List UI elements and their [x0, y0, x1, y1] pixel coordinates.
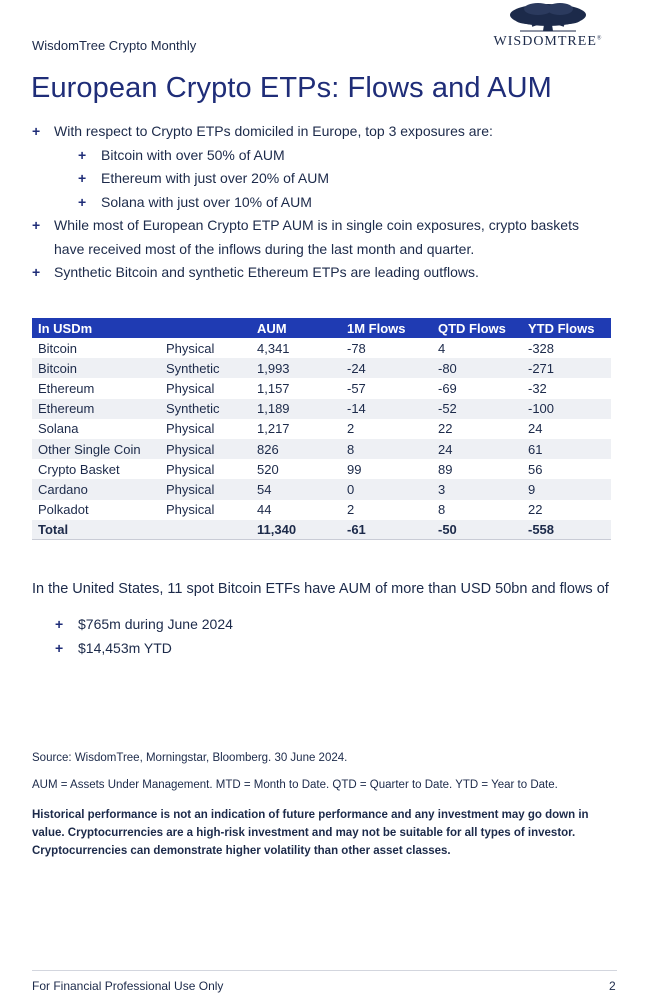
wisdomtree-logo: [488, 2, 608, 52]
table-cell: Physical: [166, 340, 215, 356]
table-cell: 24: [432, 439, 522, 459]
bullet-text: $14,453m YTD: [78, 640, 172, 656]
table-cell: 4,341: [257, 340, 290, 356]
plus-icon: +: [32, 123, 41, 139]
table-cell: 56: [528, 461, 543, 477]
table-cell: Physical: [166, 502, 215, 518]
table-cell: 0: [341, 479, 432, 499]
table-cell: -78: [347, 340, 366, 356]
table-cell: 520: [257, 461, 279, 477]
table-cell: 2: [347, 421, 355, 437]
table-cell: Synthetic: [160, 399, 251, 419]
table-row: [32, 500, 611, 520]
etp-flows-table: [32, 318, 611, 540]
table-cell: 4: [438, 340, 446, 356]
table-cell: 1,189: [251, 399, 341, 419]
table-cell: Other Single Coin: [32, 439, 160, 459]
table-cell: -61: [341, 520, 432, 540]
table-cell: -50: [432, 520, 522, 540]
table-row: [32, 399, 611, 419]
bullet-text: Synthetic Bitcoin and synthetic Ethereum ETPs are leading outflows.: [54, 264, 479, 280]
table-cell: Physical: [166, 380, 215, 396]
table-body: [32, 338, 611, 540]
table-cell: 1,157: [257, 380, 290, 396]
column-header: [160, 318, 251, 338]
table-cell: -100: [522, 399, 611, 419]
page-title: European Crypto ETPs: Flows and AUM: [31, 72, 552, 104]
bullet-text: With respect to Crypto ETPs domiciled in Europe, top 3 exposures are:: [54, 123, 493, 139]
table-row: [32, 419, 611, 439]
table-cell: Physical: [160, 439, 251, 459]
plus-icon: +: [78, 193, 87, 210]
risk-disclaimer: Historical performance is not an indication of future performance and any investment may go down in value. Cryptocurrencies are a high-risk investment and may not be suitable for all types of investor. Cryptocurrencies can demonstrate higher volatility than other asset classes.: [32, 809, 589, 857]
table-row: [32, 338, 611, 358]
registered-mark: ®: [596, 35, 603, 42]
table-cell: 1,993: [251, 358, 341, 378]
bullet-baskets-inflows: [32, 214, 602, 261]
table-cell: 3: [432, 479, 522, 499]
logo-wordmark: WISDOMTREE: [493, 34, 597, 49]
table-cell: 89: [438, 461, 453, 477]
column-header: AUM: [251, 318, 341, 338]
plus-icon: +: [78, 146, 87, 163]
table-cell: 54: [251, 479, 341, 499]
table-cell: 24: [528, 421, 543, 437]
table-cell: -57: [347, 380, 366, 396]
table-cell: -80: [432, 358, 522, 378]
table-cell: Physical: [160, 479, 251, 499]
table-cell: 22: [528, 502, 543, 518]
sub-bullet-ethereum: [32, 167, 602, 191]
table-cell: Cardano: [32, 479, 160, 499]
table-cell: -328: [528, 340, 555, 356]
table-cell: 1,217: [257, 421, 290, 437]
table-total-row: [32, 520, 611, 540]
table-cell: 11,340: [251, 520, 341, 540]
table-cell: 8: [438, 502, 446, 518]
table-cell: -558: [522, 520, 611, 540]
table-cell: Polkadot: [38, 502, 89, 518]
table-cell: Solana: [38, 421, 79, 437]
column-header: YTD Flows: [522, 318, 611, 338]
table-cell: Ethereum: [32, 399, 160, 419]
us-flows-list: [55, 612, 233, 660]
table-cell: 8: [341, 439, 432, 459]
footer-divider: [32, 970, 617, 971]
sub-bullet-solana: [32, 191, 602, 215]
us-etf-summary: In the United States, 11 spot Bitcoin ETFs have AUM of more than USD 50bn and flows of: [32, 581, 609, 597]
table-cell: -24: [341, 358, 432, 378]
footer-notice: For Financial Professional Use Only: [32, 979, 224, 993]
table-row: [32, 439, 611, 459]
plus-icon: +: [55, 616, 64, 632]
table-cell: 2: [347, 502, 355, 518]
bullet-synthetic-outflows: [32, 261, 602, 285]
table-cell: -32: [528, 380, 547, 396]
table-cell: 61: [522, 439, 611, 459]
table-cell: 44: [257, 502, 272, 518]
table-cell: -14: [341, 399, 432, 419]
table-row: [32, 378, 611, 398]
page-number: 2: [609, 979, 616, 993]
table-cell: Physical: [166, 421, 215, 437]
table-row: [32, 479, 611, 499]
bullet-text: $765m during June 2024: [78, 616, 233, 632]
column-header: QTD Flows: [432, 318, 522, 338]
table-cell: 99: [347, 461, 362, 477]
column-header: 1M Flows: [341, 318, 432, 338]
sub-bullet-bitcoin: [32, 144, 602, 168]
tree-icon: [488, 2, 608, 34]
bullet-text: Solana with just over 10% of AUM: [101, 193, 312, 210]
table-cell: [160, 520, 251, 540]
source-note: Source: WisdomTree, Morningstar, Bloomberg. 30 June 2024.: [32, 752, 348, 764]
bullet-text: While most of European Crypto ETP AUM is in single coin exposures, crypto baskets have received most of the inflows during the last month and quarter.: [54, 217, 579, 257]
bullet-top-exposures: [32, 120, 602, 144]
table-cell: Ethereum: [38, 380, 95, 396]
table-cell: 22: [438, 421, 453, 437]
table-cell: -271: [522, 358, 611, 378]
table-row: [32, 459, 611, 479]
key-points-list: [32, 120, 602, 285]
bullet-text: Ethereum with just over 20% of AUM: [101, 170, 329, 186]
table-cell: -69: [438, 380, 457, 396]
plus-icon: +: [78, 170, 87, 186]
table-cell: Crypto Basket: [38, 461, 120, 477]
plus-icon: +: [32, 264, 41, 280]
column-header: In USDm: [32, 318, 160, 338]
table-cell: -52: [432, 399, 522, 419]
bullet-text: Bitcoin with over 50% of AUM: [101, 146, 285, 163]
table-cell: Bitcoin: [32, 358, 160, 378]
table-header-row: [32, 318, 611, 338]
plus-icon: +: [32, 217, 41, 233]
abbreviations-note: AUM = Assets Under Management. MTD = Month to Date. QTD = Quarter to Date. YTD = Year to Date.: [32, 779, 558, 791]
plus-icon: +: [55, 640, 64, 656]
table-cell: Bitcoin: [38, 340, 78, 356]
table-cell: Total: [32, 520, 160, 540]
table-row: [32, 358, 611, 378]
table-cell: 826: [251, 439, 341, 459]
table-cell: Synthetic: [160, 358, 251, 378]
table-cell: Physical: [166, 461, 215, 477]
document-header-label: WisdomTree Crypto Monthly: [32, 38, 197, 53]
bullet-june-flows: [55, 612, 233, 636]
bullet-ytd-flows: [55, 636, 233, 660]
table-cell: 9: [522, 479, 611, 499]
